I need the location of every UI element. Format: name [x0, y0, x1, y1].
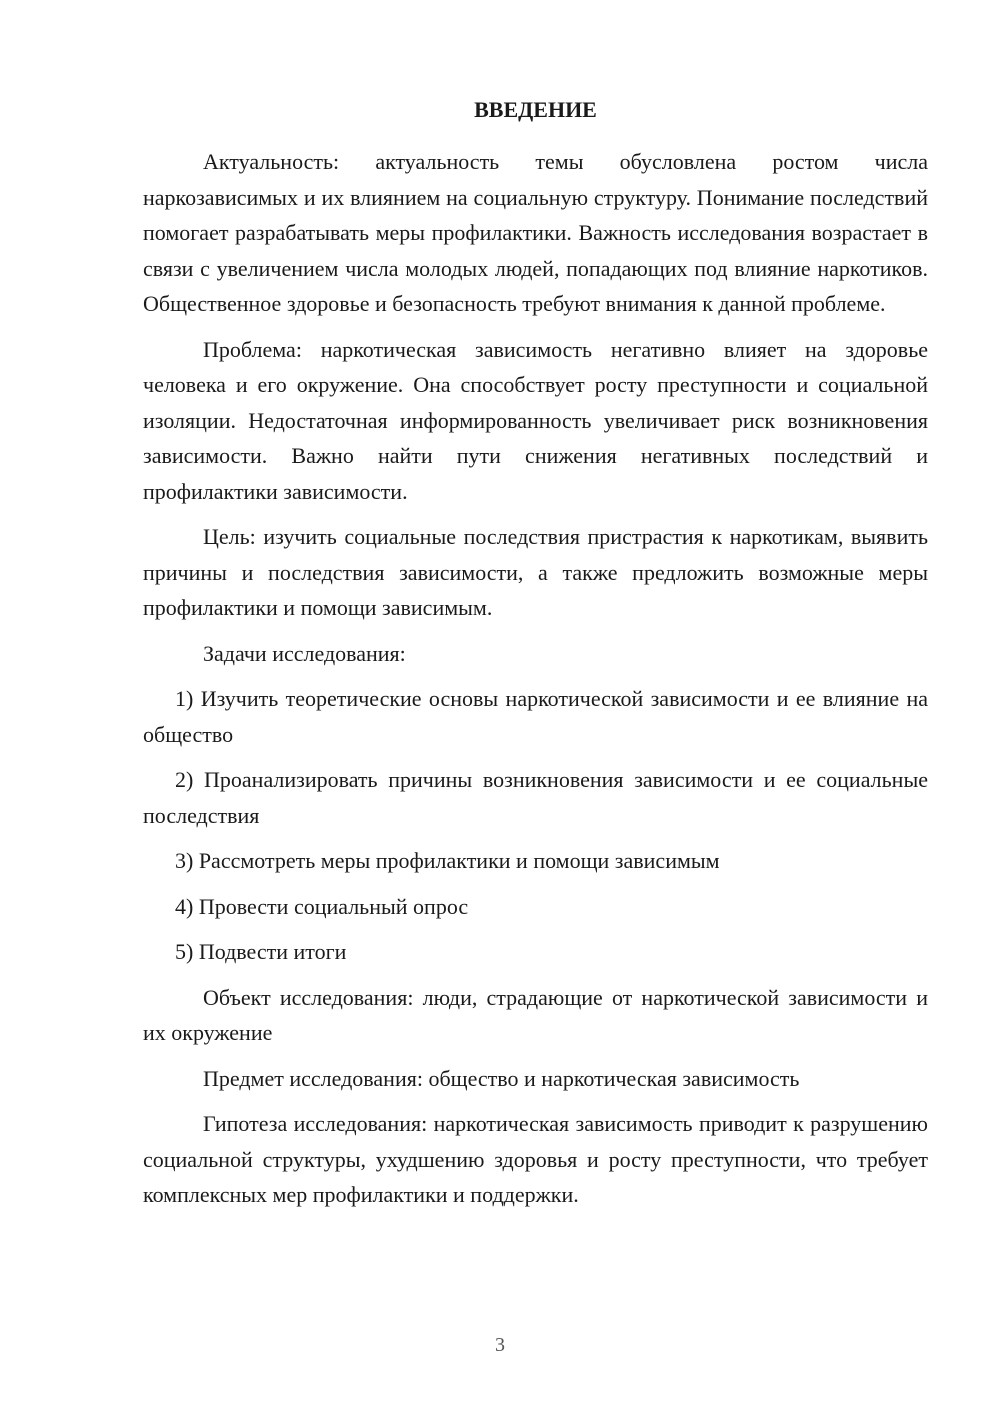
paragraph-hypothesis: Гипотеза исследования: наркотическая зависимость приводит к разрушению социальной структуры, ухудшению здоровья и росту преступности, что требует комплексных мер профилактики и поддержки.	[143, 1111, 928, 1207]
paragraph-problem: Проблема: наркотическая зависимость негативно влияет на здоровье человека и его окружение. Она способствует росту преступности и социальной изоляции. Недостаточная информированность увеличивает риск возникновения зависимости. Важно найти пути снижения негативных последствий и профилактики зависимости.	[143, 336, 928, 504]
paragraph-object: Объект исследования: люди, страдающие от наркотической зависимости и их окружение	[143, 984, 928, 1045]
page-number: 3	[495, 1334, 505, 1356]
task-item-2: 2) Проанализировать причины возникновения зависимости и ее социальные последствия	[143, 767, 928, 828]
task-item-3: 3) Рассмотреть меры профилактики и помощи зависимым	[175, 848, 720, 873]
document-page	[143, 96, 928, 1223]
paragraph-subject: Предмет исследования: общество и наркотическая зависимость	[203, 1065, 800, 1091]
paragraph-relevance: Актуальность: актуальность темы обусловлена ростом числа наркозависимых и их влиянием на социальную структуру. Понимание последствий помогает разрабатывать меры профилактики. Важность исследования возрастает в связи с увеличением числа молодых людей, попадающих под влияние наркотиков. Общественное здоровье и безопасность требуют внимания к данной проблеме.	[143, 149, 928, 316]
document-title: ВВЕДЕНИЕ	[474, 97, 597, 122]
tasks-heading: Задачи исследования:	[203, 640, 406, 666]
paragraph-goal: Цель: изучить социальные последствия пристрастия к наркотикам, выявить причины и последствия зависимости, а также предложить возможные меры профилактики и помощи зависимым.	[143, 524, 928, 620]
task-item-1: 1) Изучить теоретические основы наркотической зависимости и ее влияние на общество	[143, 686, 928, 747]
task-item-4: 4) Провести социальный опрос	[175, 893, 469, 919]
task-item-5: 5) Подвести итоги	[175, 939, 347, 964]
